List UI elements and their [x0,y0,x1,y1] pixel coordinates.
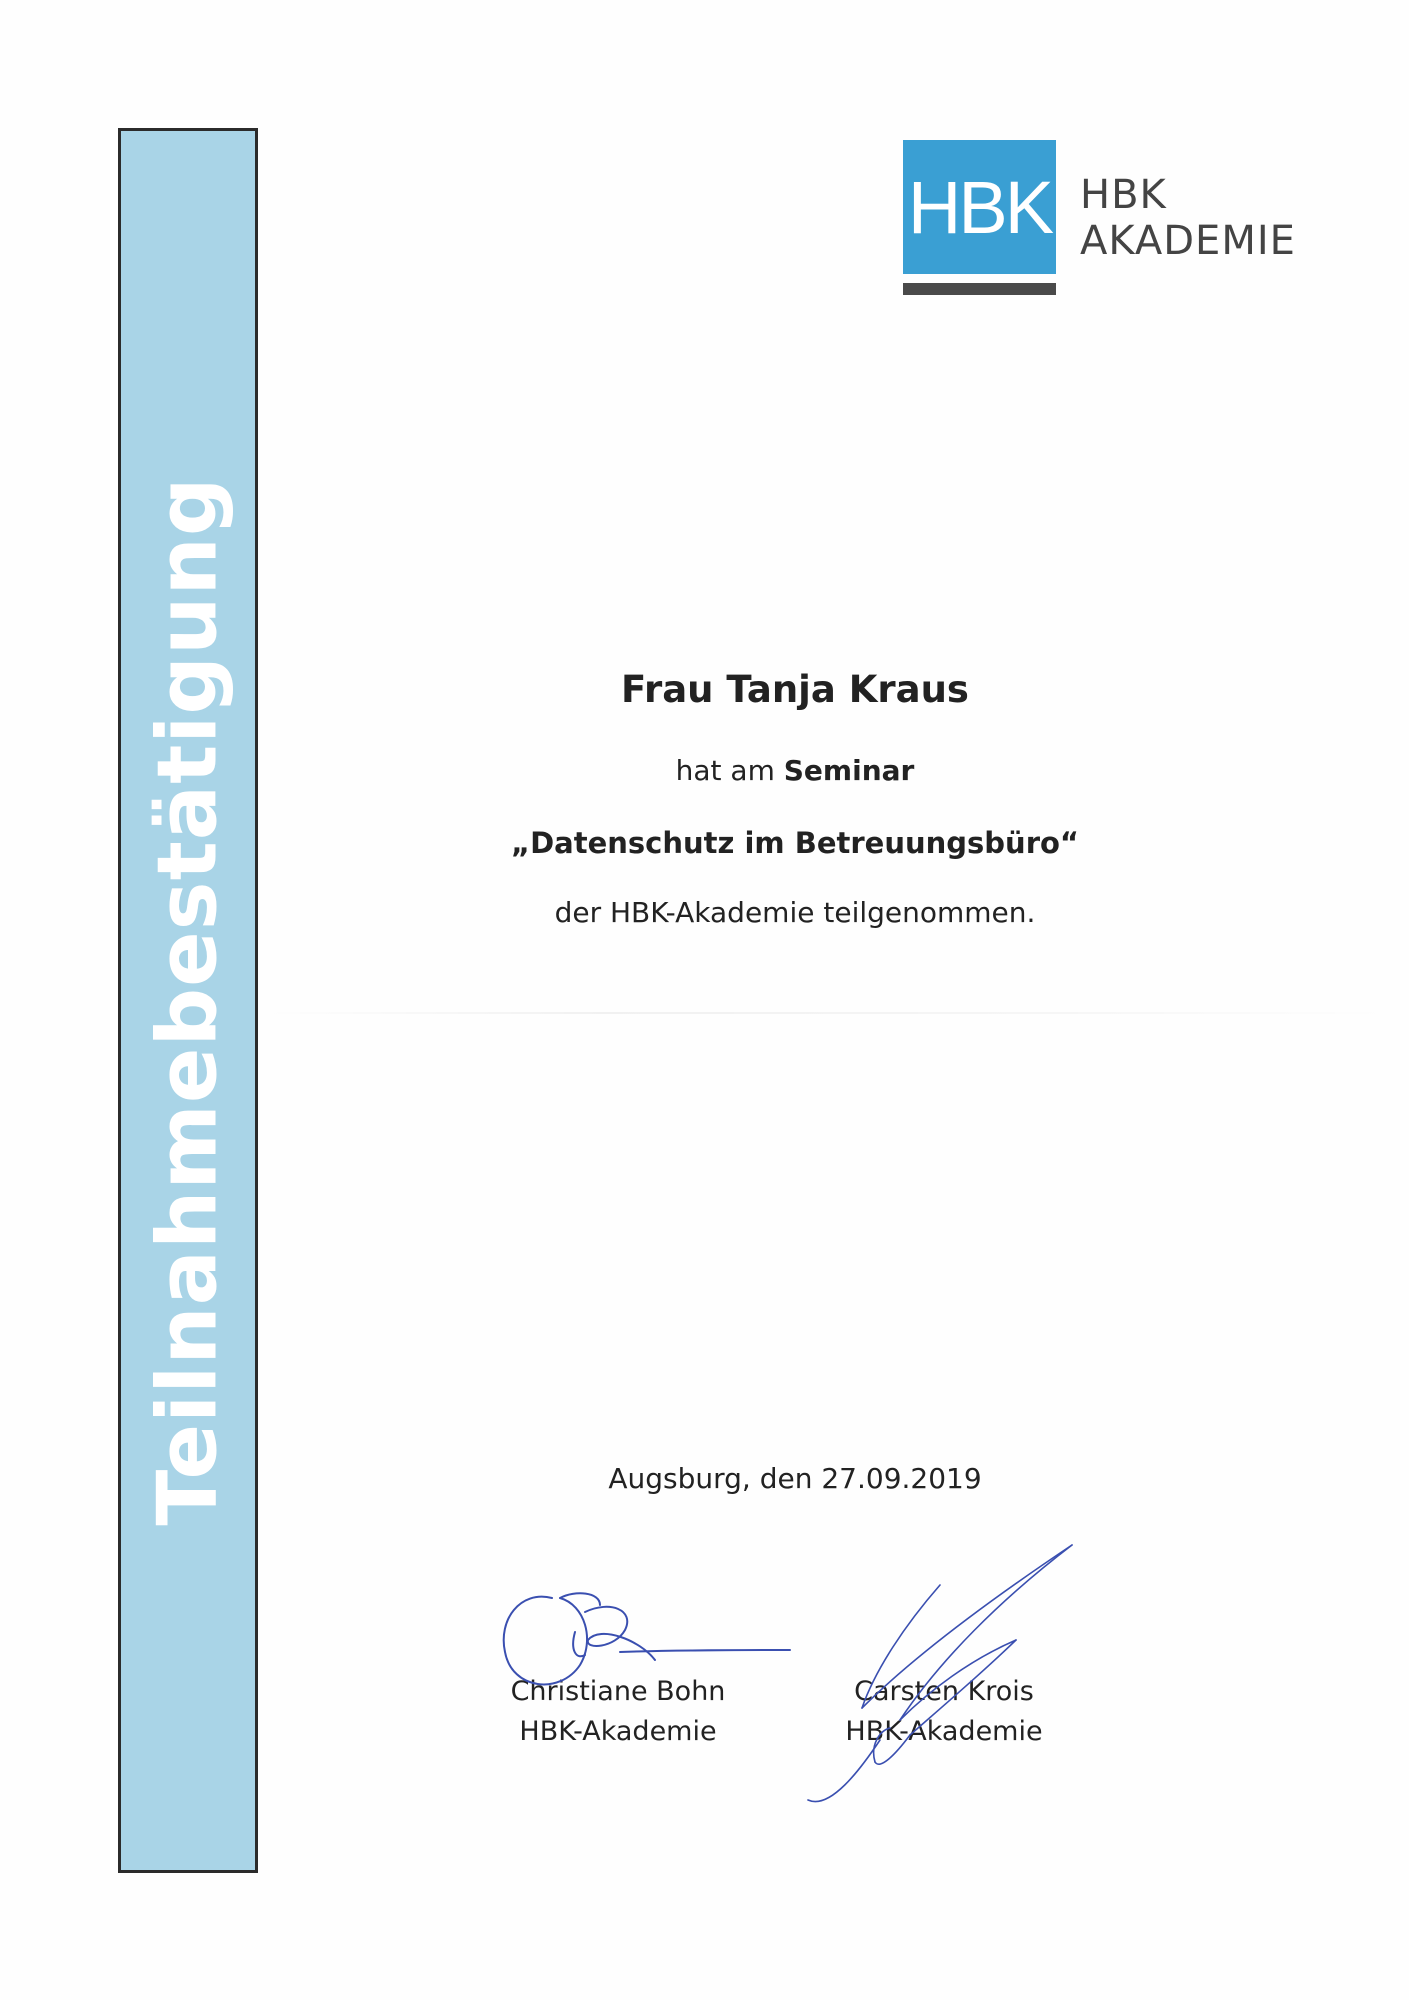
signatory-left-name: Christiane Bohn [510,1676,726,1707]
logo-letters: HBK [907,165,1052,249]
logo-line-1: HBK [1080,172,1167,218]
signatory-left-org: HBK-Akademie [519,1716,717,1747]
logo-wordmark [1080,172,1296,264]
sidebar-band [118,128,258,1873]
place-date: Augsburg, den 27.09.2019 [608,1462,982,1495]
participation-line: der HBK-Akademie teilgenommen. [554,896,1036,929]
signatory-left [468,1672,768,1752]
sidebar-title: Teilnahmebestätigung [140,476,236,1526]
signatory-right-name: Carsten Krois [854,1676,1034,1707]
participant-name: Frau Tanja Kraus [621,668,969,711]
seminar-intro-emphasis: Seminar [783,754,915,787]
signatory-right-org: HBK-Akademie [845,1716,1043,1747]
hbk-logo [903,140,1056,274]
signature-left [504,1593,790,1684]
paper-fold [260,1012,1400,1014]
seminar-title: „Datenschutz im Betreuungsbüro“ [511,826,1079,860]
logo-line-2: AKADEMIE [1080,218,1296,264]
seminar-intro-prefix: hat am [675,754,784,787]
logo-underbar [903,283,1056,295]
signatory-right [794,1672,1094,1752]
seminar-intro-line [500,754,1090,787]
